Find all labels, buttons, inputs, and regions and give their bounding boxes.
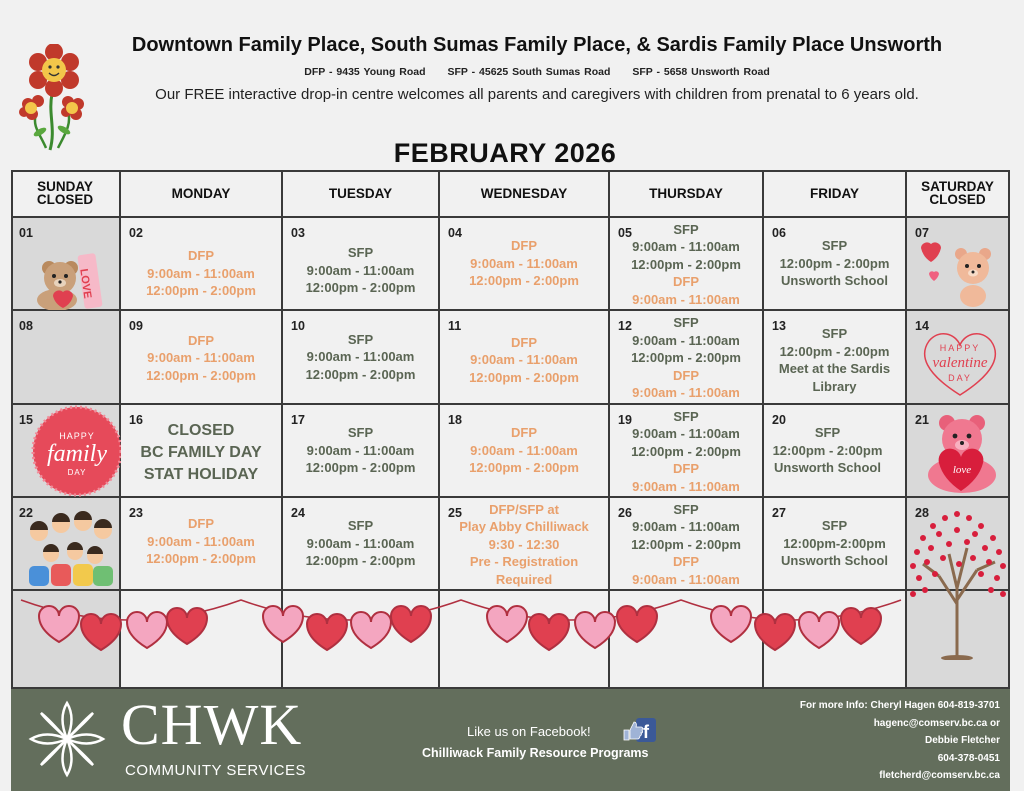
day-header-label: SUNDAY CLOSED [36,179,94,207]
event-time: 9:00am - 11:00am [470,442,578,458]
date-number: 16 [129,413,143,427]
event-time: 12:00pm - 2:00pm [469,273,579,289]
date-number: 19 [618,413,632,427]
family-text-top: HAPPY [59,431,95,441]
day-cell-05 [610,218,764,311]
event-time: 9:00am - 11:00am [632,239,740,255]
event-location: DFP [188,516,214,532]
event-time: 9:00am - 11:00am [632,478,740,494]
event-time: 9:00am - 11:00am [470,255,578,271]
day-cell-16 [121,405,283,498]
day-cell-07 [907,218,1010,311]
event-time: 12:00pm - 2:00pm [631,256,741,272]
event-location: SFP [673,221,699,237]
contact-line: For more Info: Cheryl Hagen 604-819-3701 [799,700,1000,711]
day-cell-03 [283,218,440,311]
event-note: Required [495,571,553,587]
intro-text: Our FREE interactive drop-in centre welcomes all parents and caregivers with children from prenatal to 6 years old. [155,86,919,103]
holiday-name: BC FAMILY DAY [140,443,262,461]
event-time: 9:00am - 11:00am [632,519,740,535]
event-time: 9:00am - 11:00am [632,571,740,587]
date-number: 27 [772,506,786,520]
event-dfp [121,313,281,403]
event-dfp [440,405,608,496]
event-note: Pre - Registration [469,554,579,570]
lotus-logo-icon [27,699,107,779]
event-location: SFP [821,326,848,341]
day-cell-09 [121,311,283,405]
date-number: 22 [19,506,33,520]
day-cell-15 [11,405,121,498]
date-number: 21 [915,413,929,427]
day-header-monday: MONDAY [121,170,283,218]
footer-bar [11,689,1010,791]
date-number: 03 [291,226,305,240]
event-location: DFP [673,274,699,290]
page-title: Downtown Family Place, South Sumas Family Place, & Sardis Family Place Unsworth [131,34,943,56]
brand-name: CHWK [121,692,303,757]
bear-heart-text: love [952,464,972,476]
event-location: SFP [673,315,699,331]
event-play-abby [440,500,608,589]
contact-email[interactable]: hagenc@comserv.bc.ca or [873,717,1000,729]
date-number: 20 [772,413,786,427]
date-number: 13 [772,319,786,333]
event-time: 9:00am - 11:00am [306,349,415,365]
svg-text:f: f [643,722,649,742]
event-time: 12:00pm - 2:00pm [305,280,416,296]
event-time: 12:00pm - 2:00pm [631,350,741,366]
event-time: 12:00pm - 2:00pm [631,536,741,552]
date-number: 15 [19,413,33,427]
address-sfp-south-sumas: SFP - 45625 South Sumas Road [447,66,611,78]
event-time: 9:30 - 12:30 [488,536,560,552]
day-header-friday: FRIDAY [764,170,907,218]
event-location: DFP [673,554,699,570]
happy-valentine-image [915,325,1005,399]
event-time: 12:00pm - 2:00pm [146,283,256,299]
contact-info [770,697,1000,785]
event-sfp [283,311,438,403]
event-sfp [764,498,905,589]
day-cell-25 [440,498,610,591]
date-number: 10 [291,319,305,333]
date-number: 08 [19,319,33,333]
day-header-saturday [907,170,1010,218]
event-venue: Meet at the Sardis [778,361,891,376]
date-number: 26 [618,506,632,520]
event-time: 12:00pm - 2:00pm [779,255,890,271]
valentine-text-bot: DAY [948,373,972,383]
valentine-text-mid: valentine [932,355,988,371]
event-dfp [121,238,281,309]
day-cell-27 [764,498,907,591]
event-time: 9:00am - 11:00am [632,426,740,442]
date-number: 11 [448,319,462,333]
event-time: 12:00pm - 2:00pm [305,553,416,569]
love-letters: LOVE [77,267,94,300]
event-location: DFP [511,334,537,350]
event-time: 12:00pm - 2:00pm [305,366,416,382]
closed-label: CLOSED [167,421,235,439]
event-dfp [440,317,608,403]
event-sfp-dfp [610,220,762,309]
contact-email[interactable]: fletcherd@comserv.bc.ca [879,770,1000,781]
event-time: 12:00pm - 2:00pm [772,442,883,458]
contact-line: Debbie Fletcher [924,735,1000,746]
happy-family-day-badge [21,405,133,497]
event-time: 12:00pm - 2:00pm [469,460,579,476]
day-cell-23 [121,498,283,591]
day-cell-01 [11,218,121,311]
day-header-tuesday: TUESDAY [283,170,440,218]
heart-tree-image [909,504,1007,660]
event-location: SFP [347,331,374,347]
event-time: 12:00pm-2:00pm [783,535,886,551]
event-time: 9:00am - 11:00am [306,535,415,551]
day-cell-18 [440,405,610,498]
event-sfp [283,405,438,496]
date-number: 12 [618,319,632,333]
event-time: 12:00pm - 2:00pm [779,343,890,359]
date-number: 09 [129,319,143,333]
teddy-love-image [23,252,117,310]
day-cell-11 [440,311,610,405]
date-number: 06 [772,226,786,240]
family-group-image [21,506,117,588]
event-time: 9:00am - 11:00am [470,352,578,368]
date-number: 24 [291,506,305,520]
flower-logo [18,44,88,152]
event-location: DFP [673,461,699,477]
event-location: DFP [511,425,537,441]
event-time: 12:00pm - 2:00pm [631,443,741,459]
facebook-like-icon[interactable] [622,718,656,742]
event-sfp [283,232,438,309]
date-number: 05 [618,226,632,240]
facebook-text: Like us on Facebook! [467,724,591,739]
event-sfp-dfp [610,313,762,403]
month-title: FEBRUARY 2026 [393,138,617,168]
facebook-page-name[interactable]: Chilliwack Family Resource Programs [422,746,649,760]
event-time: 9:00am - 11:00am [147,350,255,366]
event-location: SFP [821,518,848,534]
event-sfp [764,218,905,309]
event-sfp [283,498,438,589]
day-header-label: SATURDAY CLOSED [921,179,994,207]
event-time: 9:00am - 11:00am [306,262,415,278]
day-header-wednesday: WEDNESDAY [440,170,610,218]
family-text-mid: family [47,441,107,467]
day-cell-02 [121,218,283,311]
heart-garland-image [11,590,909,670]
date-number: 01 [19,226,33,240]
day-cell-14 [907,311,1010,405]
date-number: 07 [915,226,929,240]
valentine-text-top: HAPPY [939,343,981,353]
event-sfp [750,405,905,496]
day-cell-08 [11,311,121,405]
date-number: 14 [915,319,929,333]
family-text-bot: DAY [67,468,87,477]
day-cell-13 [764,311,907,405]
day-cell-17 [283,405,440,498]
event-time: 12:00pm - 2:00pm [146,551,256,567]
event-time: 12:00pm - 2:00pm [305,460,416,476]
event-sfp-dfp [610,407,762,496]
day-header-sunday [11,170,121,218]
event-time: 12:00pm - 2:00pm [469,369,579,385]
event-dfp [440,218,608,309]
event-sfp [764,317,905,403]
event-time: 9:00am - 11:00am [632,291,740,307]
event-time: 9:00am - 11:00am [306,442,415,458]
event-time: 9:00am - 11:00am [632,385,740,401]
day-cell-26 [610,498,764,591]
event-location: SFP [347,425,374,441]
event-location: DFP [511,238,537,254]
event-location: DFP/SFP at [489,501,559,517]
address-dfp: DFP - 9435 Young Road [304,66,426,78]
pink-bear-love-image [919,409,1005,495]
date-number: 18 [448,413,462,427]
event-time: 9:00am - 11:00am [147,265,255,281]
event-location: SFP [673,501,699,517]
event-venue: Library [812,378,857,394]
brand-subtitle: COMMUNITY SERVICES [125,762,306,779]
day-cell-10 [283,311,440,405]
day-cell-19 [610,405,764,498]
date-number: 23 [129,506,143,520]
event-location: SFP [347,518,374,534]
day-cell-24 [283,498,440,591]
event-location: SFP [821,238,848,254]
event-location: DFP [188,332,214,348]
address-line [90,66,984,78]
day-cell-22 [11,498,121,591]
event-time: 9:00am - 11:00am [632,332,740,348]
day-cell-06 [764,218,907,311]
event-location: DFP [673,367,699,383]
holiday-note: STAT HOLIDAY [143,465,259,483]
date-number: 28 [915,506,929,520]
event-venue: Unsworth School [774,460,881,476]
event-location: SFP [814,425,841,441]
event-location: DFP [188,248,214,264]
event-location: SFP [673,408,699,424]
day-cell-21 [907,405,1010,498]
event-dfp [121,494,281,589]
event-venue: Unsworth School [781,553,888,569]
day-cell-20 [764,405,907,498]
date-number: 04 [448,226,462,240]
day-cell-12 [610,311,764,405]
event-closed [121,409,281,496]
event-time: 9:00am - 11:00am [147,533,255,549]
event-venue: Unsworth School [781,273,888,289]
day-header-thursday: THURSDAY [610,170,764,218]
day-cell-04 [440,218,610,311]
date-number: 02 [129,226,143,240]
address-sfp-unsworth: SFP - 5658 Unsworth Road [632,66,770,78]
date-number: 25 [448,506,462,520]
event-time: 12:00pm - 2:00pm [146,367,256,383]
bear-hearts-image [913,236,1005,308]
event-location: SFP [347,245,374,261]
event-sfp-dfp [610,500,762,589]
date-number: 17 [291,413,305,427]
event-venue: Play Abby Chilliwack [459,519,589,535]
contact-phone: 604-378-0451 [937,752,1000,764]
